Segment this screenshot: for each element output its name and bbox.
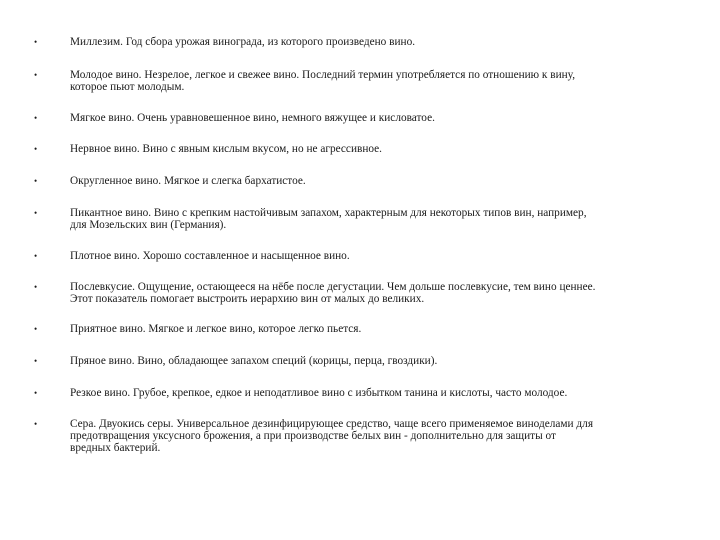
list-item-text: Плотное вино. Хорошо составленное и насыщенное вино.: [70, 250, 350, 262]
bullet-icon: •: [34, 324, 38, 334]
bullet-icon: •: [34, 251, 38, 261]
list-item-text: Нервное вино. Вино с явным кислым вкусом, но не агрессивное.: [70, 143, 382, 155]
bullet-icon: •: [34, 37, 38, 47]
bullet-icon: •: [34, 282, 38, 292]
list-item-text: Приятное вино. Мягкое и легкое вино, которое легко пьется.: [70, 323, 362, 335]
bullet-icon: •: [34, 144, 38, 154]
list-item-text: Миллезим. Год сбора урожая винограда, из которого произведено вино.: [70, 36, 416, 48]
bullet-icon: •: [34, 176, 38, 186]
list-item-text: Сера. Двуокись серы. Универсальное дезинфицирующее средство, чаще всего применяемое виноделами для предотвращения уксусного брожения, а при производстве белых вин - дополнительно для защиты от вредных бактерий.: [70, 418, 594, 454]
bullet-icon: •: [34, 356, 38, 366]
bullet-icon: •: [34, 113, 38, 123]
list-item-text: Послевкусие. Ощущение, остающееся на нёбе после дегустации. Чем дольше послевкусие, тем вино ценнее. Этот показатель помогает выстроить иерархию вин от малых до великих.: [70, 281, 596, 305]
list-item-text: Округленное вино. Мягкое и слегка бархатистое.: [70, 175, 306, 187]
bullet-icon: •: [34, 70, 38, 80]
list-item-text: Мягкое вино. Очень уравновешенное вино, немного вяжущее и кисловатое.: [70, 112, 435, 124]
bullet-icon: •: [34, 388, 38, 398]
list-item-text: Молодое вино. Незрелое, легкое и свежее вино. Последний термин употребляется по отношению к вину, которое пьют молодым.: [70, 69, 576, 93]
list-item-text: Пряное вино. Вино, обладающее запахом специй (корицы, перца, гвоздики).: [70, 355, 438, 367]
bullet-icon: •: [34, 208, 38, 218]
bullet-icon: •: [34, 419, 38, 429]
list-item-text: Пикантное вино. Вино с крепким настойчивым запахом, характерным для некоторых типов вин, например, для Мозельских вин (Германия).: [70, 207, 587, 231]
list-item-text: Резкое вино. Грубое, крепкое, едкое и неподатливое вино с избытком танина и кислоты, часто молодое.: [70, 387, 568, 399]
